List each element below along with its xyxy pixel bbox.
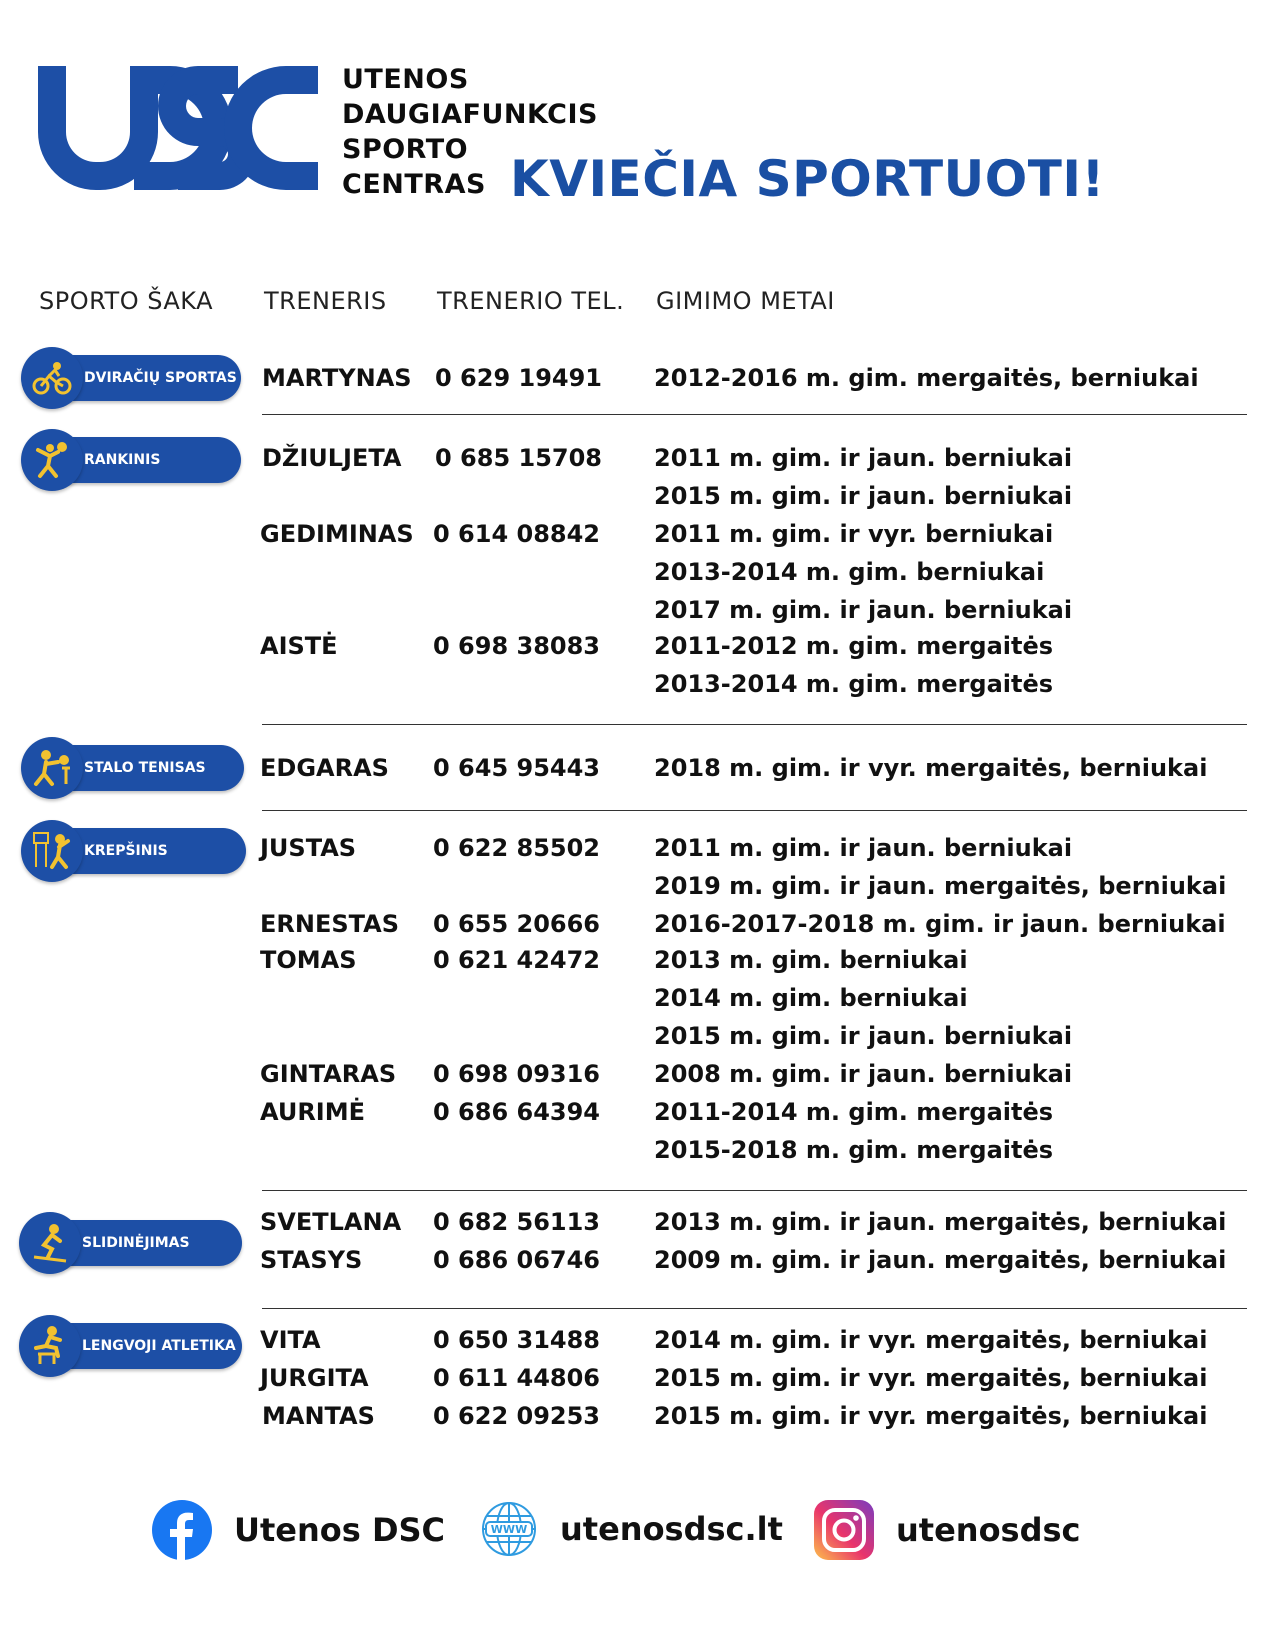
birth-group: 2015 m. gim. ir jaun. berniukai	[654, 482, 1073, 510]
handball-icon	[21, 429, 83, 491]
coach-name: SVETLANA	[260, 1208, 402, 1236]
birth-group: 2011 m. gim. ir jaun. berniukai	[654, 444, 1073, 472]
sport-name: STALO TENISAS	[84, 760, 206, 776]
coach-phone: 0 622 85502	[433, 834, 601, 862]
slogan-heading: KVIEČIA SPORTUOTI!	[510, 150, 1105, 208]
globe-www-icon	[480, 1500, 538, 1558]
org-name-line: SPORTO	[342, 134, 469, 165]
coach-phone: 0 611 44806	[433, 1364, 601, 1392]
instagram-icon	[814, 1500, 874, 1560]
section-divider	[262, 414, 1247, 415]
birth-group: 2014 m. gim. ir vyr. mergaitės, berniukai	[654, 1326, 1208, 1354]
coach-name: JURGITA	[260, 1364, 369, 1392]
birth-group: 2015-2018 m. gim. mergaitės	[654, 1136, 1054, 1164]
instagram-label[interactable]: utenosdsc	[896, 1511, 1081, 1549]
sport-name: LENGVOJI ATLETIKA	[82, 1338, 236, 1354]
facebook-label[interactable]: Utenos DSC	[234, 1511, 446, 1549]
section-divider	[262, 1190, 1247, 1191]
coach-name: STASYS	[260, 1246, 363, 1274]
udsc-logo	[38, 66, 318, 194]
coach-phone: 0 682 56113	[433, 1208, 601, 1236]
sport-badge-basketball	[24, 828, 246, 874]
www-badge-text: WWW	[490, 1523, 528, 1536]
coach-name: JUSTAS	[260, 834, 357, 862]
birth-group: 2011 m. gim. ir vyr. berniukai	[654, 520, 1054, 548]
coach-phone: 0 621 42472	[433, 946, 601, 974]
coach-name: EDGARAS	[260, 754, 389, 782]
column-header-coach: TRENERIS	[264, 287, 387, 315]
sport-badge-skiing	[22, 1220, 242, 1266]
coach-phone: 0 698 38083	[433, 632, 601, 660]
coach-name: GEDIMINAS	[260, 520, 414, 548]
birth-group: 2013-2014 m. gim. mergaitės	[654, 670, 1054, 698]
org-name-line: UTENOS	[342, 64, 469, 95]
coach-name: AURIMĖ	[260, 1098, 366, 1126]
facebook-link[interactable]	[152, 1500, 445, 1560]
birth-group: 2017 m. gim. ir jaun. berniukai	[654, 596, 1073, 624]
sport-name: SLIDINĖJIMAS	[82, 1235, 190, 1251]
coach-phone: 0 614 08842	[433, 520, 601, 548]
birth-group: 2016-2017-2018 m. gim. ir jaun. berniukai	[654, 910, 1226, 938]
coach-phone: 0 655 20666	[433, 910, 601, 938]
birth-group: 2013 m. gim. berniukai	[654, 946, 968, 974]
coach-name: MARTYNAS	[262, 364, 412, 392]
coach-phone: 0 685 15708	[435, 444, 603, 472]
birth-group: 2013-2014 m. gim. berniukai	[654, 558, 1045, 586]
coach-name: DŽIULJETA	[262, 444, 402, 472]
coach-phone: 0 629 19491	[435, 364, 603, 392]
website-link[interactable]	[480, 1500, 783, 1558]
sport-badge-cycling	[24, 355, 241, 401]
coach-name: AISTĖ	[260, 632, 338, 660]
birth-group: 2012-2016 m. gim. mergaitės, berniukai	[654, 364, 1199, 392]
birth-group: 2015 m. gim. ir vyr. mergaitės, berniukai	[654, 1402, 1208, 1430]
org-name-line: CENTRAS	[342, 169, 486, 200]
coach-name: VITA	[260, 1326, 321, 1354]
facebook-icon	[152, 1500, 212, 1560]
section-divider	[262, 1308, 1247, 1309]
birth-group: 2019 m. gim. ir jaun. mergaitės, berniukai	[654, 872, 1227, 900]
coach-name: MANTAS	[262, 1402, 375, 1430]
birth-group: 2015 m. gim. ir jaun. berniukai	[654, 1022, 1073, 1050]
birth-group: 2013 m. gim. ir jaun. mergaitės, berniukai	[654, 1208, 1227, 1236]
section-divider	[262, 810, 1247, 811]
coach-name: GINTARAS	[260, 1060, 397, 1088]
birth-group: 2015 m. gim. ir vyr. mergaitės, berniukai	[654, 1364, 1208, 1392]
cycling-icon	[21, 347, 83, 409]
coach-phone: 0 622 09253	[433, 1402, 601, 1430]
instagram-link[interactable]	[814, 1500, 1081, 1560]
sport-name: KREPŠINIS	[84, 843, 168, 859]
sport-name: RANKINIS	[84, 452, 161, 468]
athletics-icon	[19, 1315, 81, 1377]
birth-group: 2014 m. gim. berniukai	[654, 984, 968, 1012]
org-name-line: DAUGIAFUNKCIS	[342, 99, 598, 130]
birth-group: 2011 m. gim. ir jaun. berniukai	[654, 834, 1073, 862]
coach-phone: 0 686 64394	[433, 1098, 601, 1126]
birth-group: 2018 m. gim. ir vyr. mergaitės, berniukai	[654, 754, 1208, 782]
birth-group: 2011-2014 m. gim. mergaitės	[654, 1098, 1054, 1126]
website-label[interactable]: utenosdsc.lt	[560, 1510, 783, 1548]
coach-phone: 0 686 06746	[433, 1246, 601, 1274]
sport-name: DVIRAČIŲ SPORTAS	[84, 370, 237, 386]
basketball-icon	[21, 820, 83, 882]
table-tennis-icon	[21, 737, 83, 799]
column-header-phone: TRENERIO TEL.	[437, 287, 625, 315]
coach-phone: 0 650 31488	[433, 1326, 601, 1354]
coach-phone: 0 698 09316	[433, 1060, 601, 1088]
skiing-icon	[19, 1212, 81, 1274]
birth-group: 2008 m. gim. ir jaun. berniukai	[654, 1060, 1073, 1088]
coach-phone: 0 645 95443	[433, 754, 601, 782]
sport-badge-handball	[24, 437, 241, 483]
sport-badge-table-tennis	[24, 745, 244, 791]
section-divider	[262, 724, 1247, 725]
birth-group: 2011-2012 m. gim. mergaitės	[654, 632, 1054, 660]
column-header-sport: SPORTO ŠAKA	[39, 287, 214, 315]
column-header-birth-years: GIMIMO METAI	[656, 287, 835, 315]
coach-name: ERNESTAS	[260, 910, 400, 938]
coach-name: TOMAS	[260, 946, 357, 974]
birth-group: 2009 m. gim. ir jaun. mergaitės, berniukai	[654, 1246, 1227, 1274]
sport-badge-athletics	[22, 1323, 242, 1369]
